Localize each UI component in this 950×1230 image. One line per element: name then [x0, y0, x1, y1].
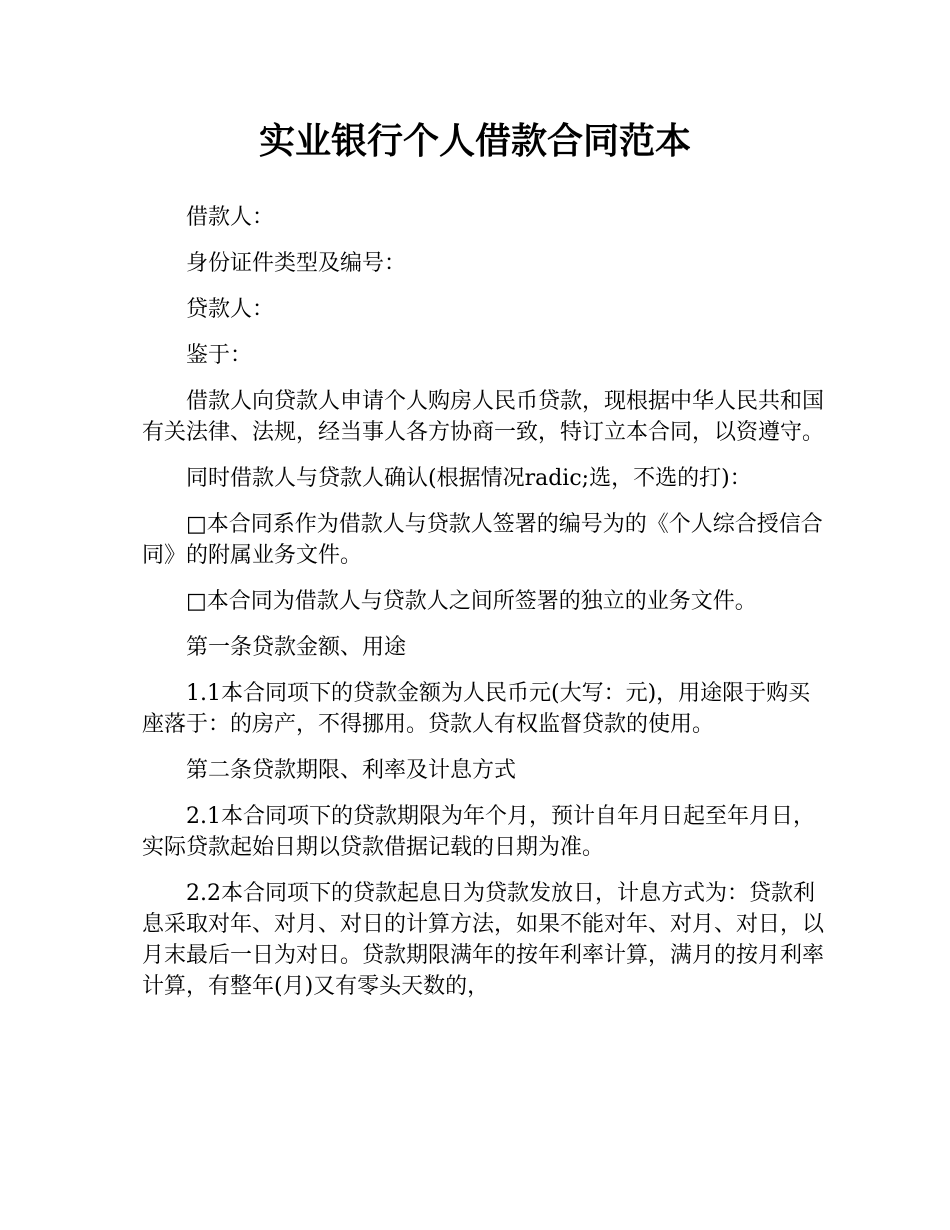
option-independent-contract: □本合同为借款人与贷款人之间所签署的独立的业务文件。: [186, 589, 757, 614]
document-body: [142, 202, 832, 1017]
article-2-heading: 第二条贷款期限、利率及计息方式: [186, 758, 517, 783]
clause-1-1: 1.1本合同项下的贷款金额为人民币元(大写：元)，用途限于购买座落于：的房产，不得挪用。贷款人有权监督贷款的使用。: [142, 681, 811, 737]
clause-2-1: 2.1本合同项下的贷款期限为年个月，预计自年月日起至年月日，实际贷款起始日期以贷款借据记载的日期为准。: [142, 804, 815, 860]
id-type-line: 身份证件类型及编号：: [186, 251, 407, 276]
option-credit-contract: □本合同系作为借款人与贷款人签署的编号为的《个人综合授信合同》的附属业务文件。: [142, 512, 823, 568]
document-title: 实业银行个人借款合同范本: [258, 121, 691, 162]
preamble-paragraph: 借款人向贷款人申请个人购房人民币贷款，现根据中华人民共和国有关法律、法规，经当事人各方协商一致，特订立本合同，以资遵守。: [142, 389, 825, 445]
borrower-line: 借款人：: [186, 205, 275, 230]
article-1-heading: 第一条贷款金额、用途: [186, 635, 407, 660]
lender-line: 贷款人：: [186, 297, 275, 322]
whereas-line: 鉴于：: [186, 343, 253, 368]
clause-2-2: 2.2本合同项下的贷款起息日为贷款发放日，计息方式为：贷款利息采取对年、对月、对日的计算方法，如果不能对年、对月、对日，以月末最后一日为对日。贷款期限满年的按年利率计算，满月的按月利率计算，有整年(月)又有零头天数的，: [142, 881, 825, 999]
confirmation-paragraph: 同时借款人与贷款人确认(根据情况radic;选，不选的打)：: [186, 466, 752, 491]
